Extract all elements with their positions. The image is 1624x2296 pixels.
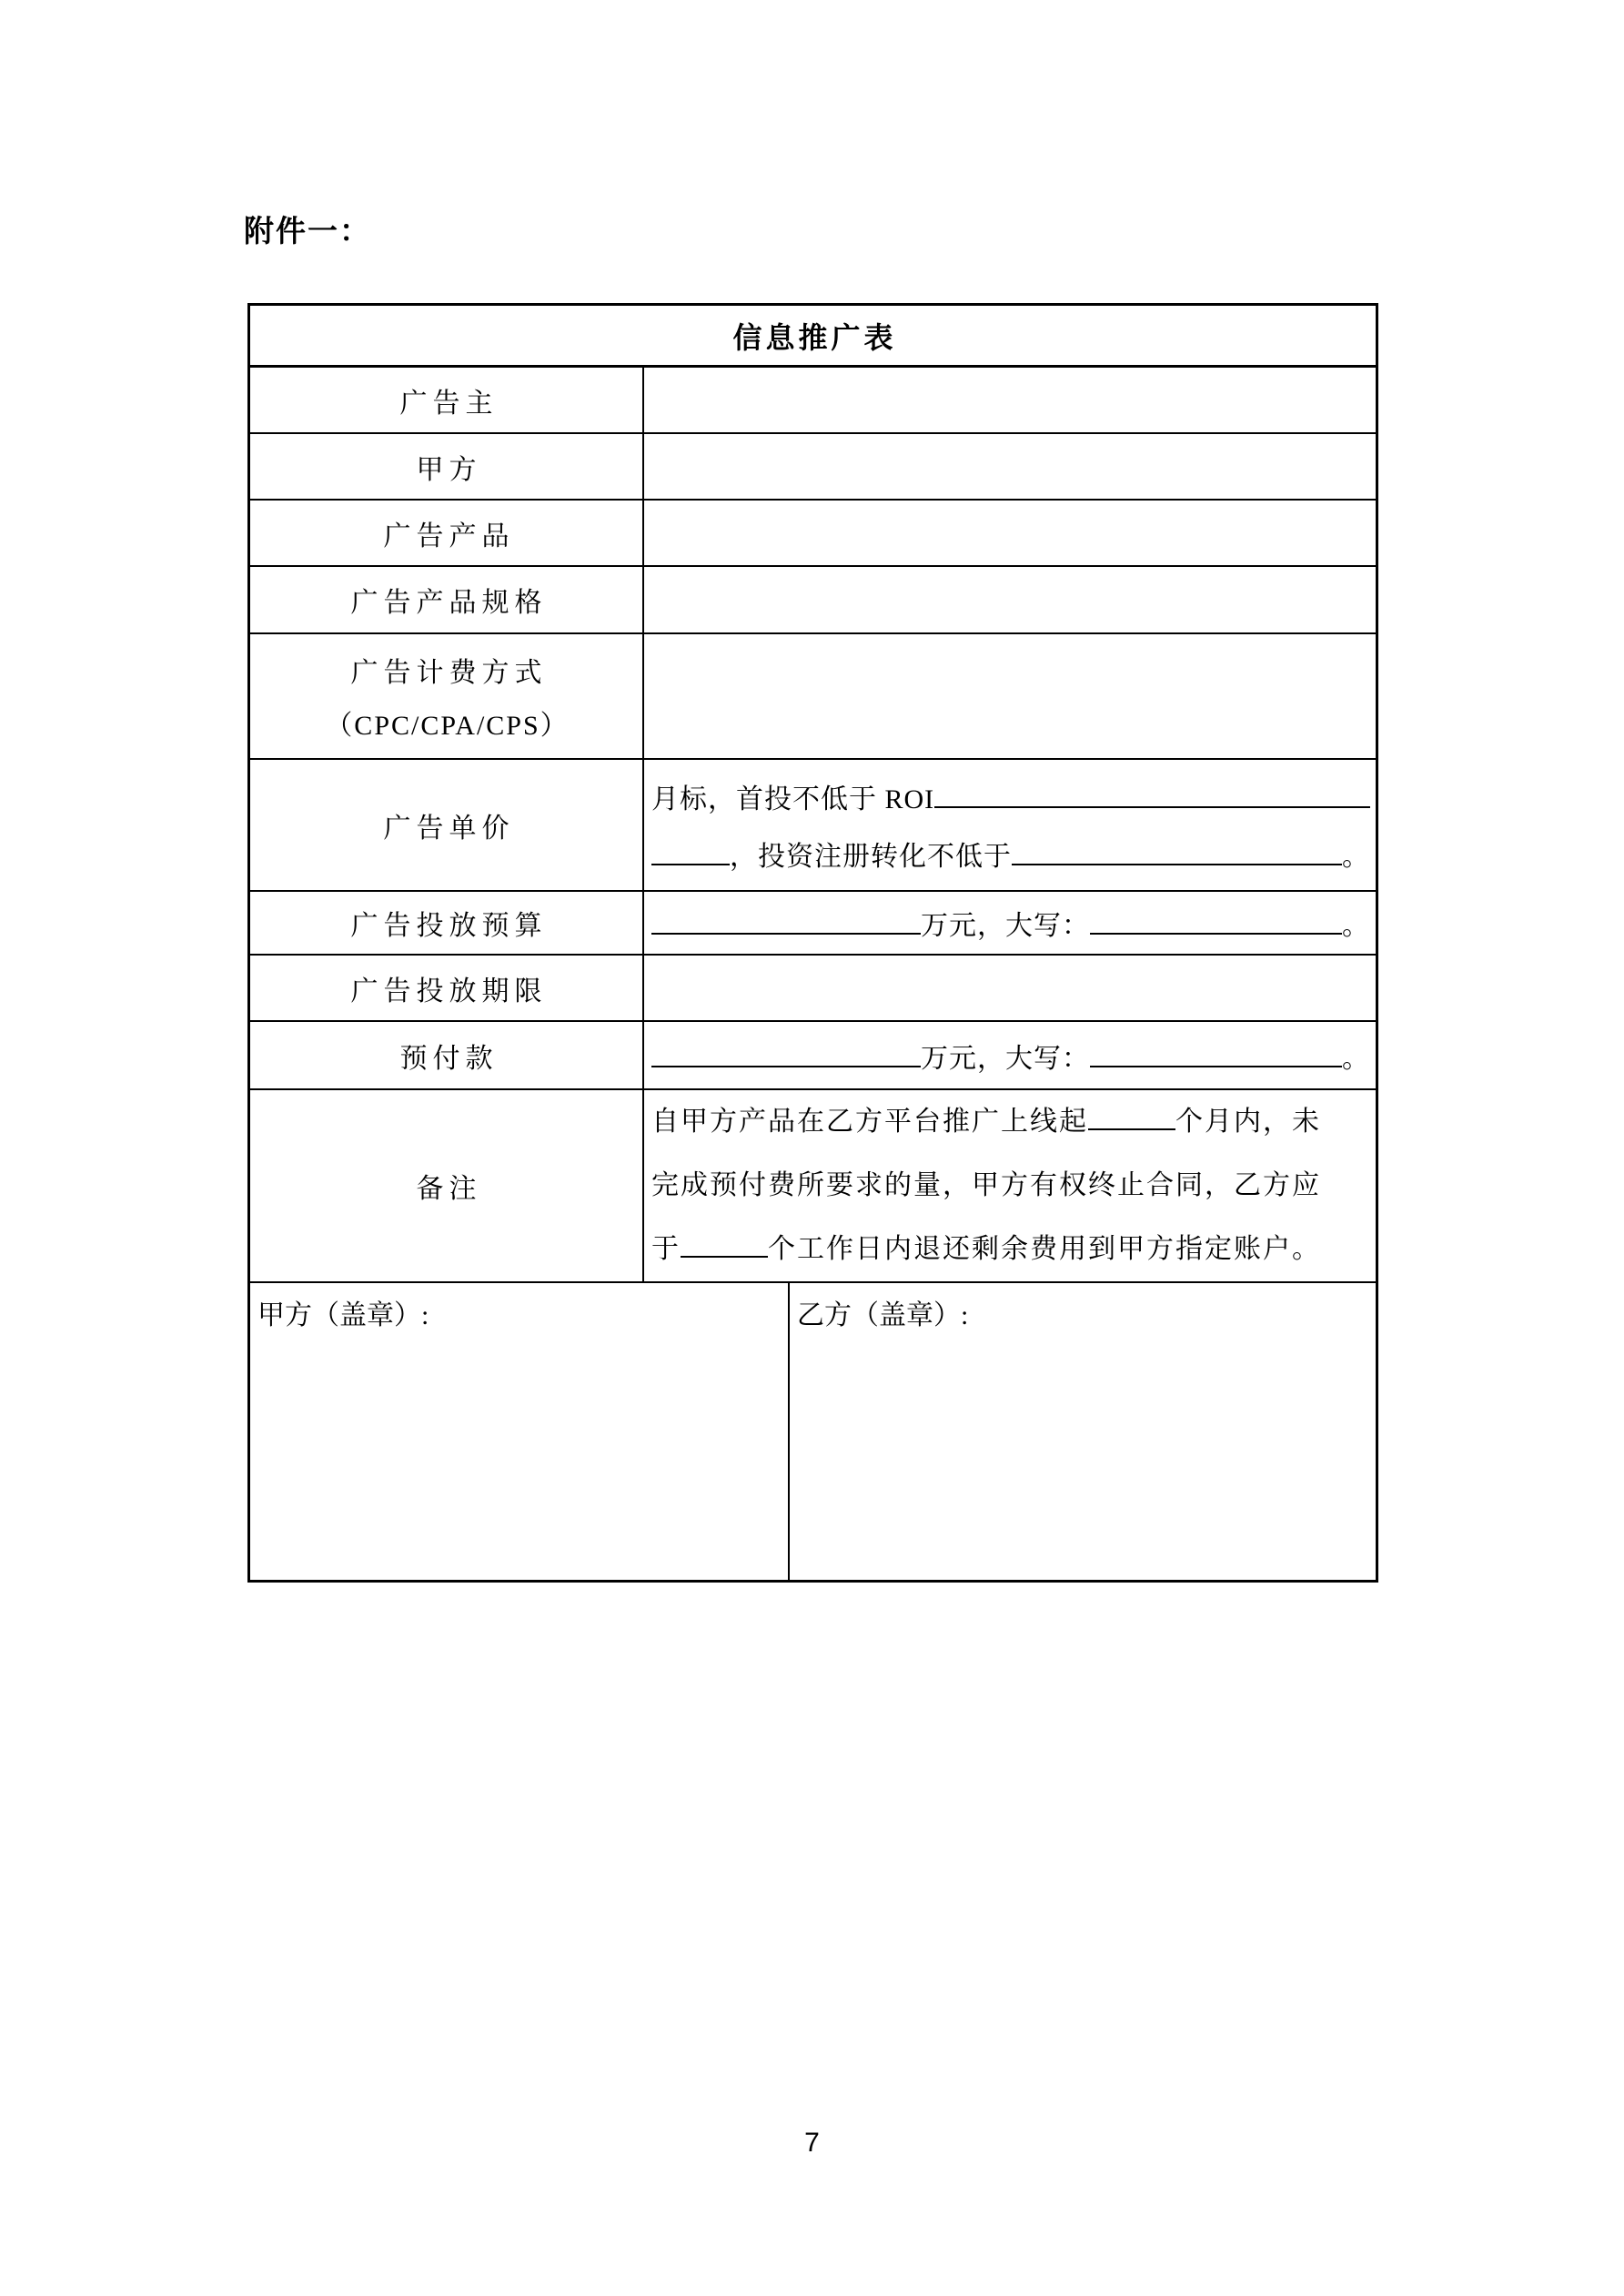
row-remarks-label: 备注	[250, 1090, 644, 1281]
row-party-a	[250, 434, 1376, 501]
blank-line	[651, 929, 921, 935]
row-billing-method-label	[250, 634, 644, 758]
blank-line	[1090, 1062, 1342, 1067]
remarks-line3-a: 于	[651, 1234, 681, 1264]
row-ad-product-label: 广告产品	[250, 501, 644, 565]
unit-price-line2	[651, 834, 1370, 874]
unit-price-line2-period: 。	[1342, 841, 1370, 872]
row-remarks-value	[644, 1090, 1376, 1281]
prepayment-mid-text: 万元，大写：	[921, 1043, 1090, 1074]
remarks-line3	[651, 1218, 1372, 1281]
blank-line	[1012, 860, 1342, 865]
row-budget-value	[644, 892, 1376, 954]
prepayment-line	[651, 1036, 1370, 1076]
row-ad-product-value	[644, 501, 1376, 565]
blank-line	[934, 803, 1370, 808]
row-remarks	[250, 1090, 1376, 1283]
remarks-line1-a: 自甲方产品在乙方平台推广上线起	[651, 1107, 1088, 1137]
budget-mid-text: 万元，大写：	[921, 911, 1090, 941]
prepayment-period: 。	[1342, 1043, 1370, 1074]
page-number: 7	[804, 2128, 820, 2158]
row-unit-price-label: 广告单价	[250, 760, 644, 890]
blank-line	[651, 860, 730, 865]
row-signature	[250, 1283, 1376, 1580]
row-party-a-label: 甲方	[250, 434, 644, 499]
budget-line	[651, 903, 1370, 943]
row-prepayment-label: 预付款	[250, 1022, 644, 1088]
row-budget	[250, 892, 1376, 956]
remarks-line2: 完成预付费所要求的量，甲方有权终止合同，乙方应	[651, 1170, 1321, 1200]
blank-line	[651, 1062, 921, 1067]
row-unit-price	[250, 760, 1376, 892]
promo-table	[247, 303, 1378, 1583]
budget-period: 。	[1342, 911, 1370, 941]
blank-line	[681, 1252, 768, 1258]
row-period-label: 广告投放期限	[250, 956, 644, 1020]
row-billing-method-value	[644, 634, 1376, 758]
row-advertiser-label: 广告主	[250, 368, 644, 432]
row-billing-method	[250, 634, 1376, 760]
unit-price-line1	[651, 776, 1370, 816]
signature-party-a: 甲方（盖章）:	[250, 1283, 790, 1580]
table-title-row	[250, 306, 1376, 368]
row-prepayment	[250, 1022, 1376, 1090]
row-unit-price-value	[644, 760, 1376, 890]
row-ad-product-spec-label: 广告产品规格	[250, 567, 644, 632]
blank-line	[1088, 1125, 1175, 1130]
remarks-line1	[651, 1090, 1372, 1154]
table-title: 信息推广表	[732, 320, 897, 354]
row-budget-label: 广告投放预算	[250, 892, 644, 954]
remarks-line1-b: 个月内，未	[1175, 1107, 1321, 1137]
row-ad-product	[250, 501, 1376, 567]
attachment-heading: 附件一：	[244, 216, 371, 248]
row-advertiser-value	[644, 368, 1376, 432]
row-party-a-value	[644, 434, 1376, 499]
signature-party-b: 乙方（盖章）:	[797, 1300, 969, 1330]
row-ad-product-spec-value	[644, 567, 1376, 632]
row-ad-product-spec	[250, 567, 1376, 634]
billing-method-label-line1: 广告计费方式	[350, 658, 548, 688]
remarks-line3-b: 个工作日内退还剩余费用到甲方指定账户。	[768, 1234, 1321, 1264]
unit-price-line2-text: ，投资注册转化不低于	[730, 841, 1012, 872]
unit-price-line1-text: 月标，首投不低于 ROI	[651, 784, 935, 815]
row-advertiser	[250, 368, 1376, 434]
billing-method-label-line2: （CPC/CPA/CPS）	[325, 711, 570, 741]
blank-line	[1090, 929, 1342, 935]
row-period	[250, 956, 1376, 1022]
row-period-value	[644, 956, 1376, 1020]
row-prepayment-value	[644, 1022, 1376, 1088]
